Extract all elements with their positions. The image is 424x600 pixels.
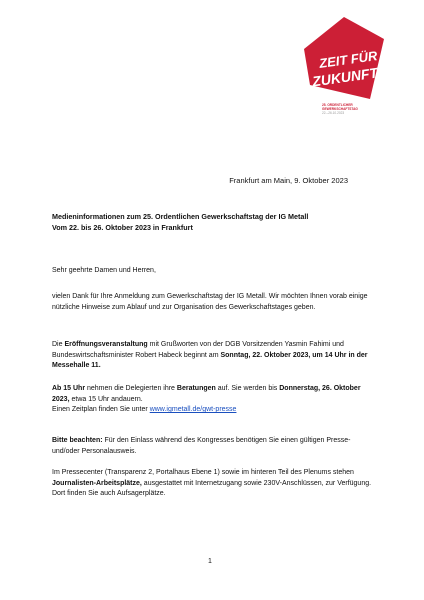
text-run: ausgestattet mit Internetzugang sowie 230V-Anschlüssen, zur Verfügung. Dort finden Sie auch Aufsagerplätze. [52,479,372,497]
bold-run: Sonntag, 22. Oktober 2023, um 14 Uhr in der Messehalle 11. [52,351,368,369]
paragraph-intro: vielen Dank für Ihre Anmeldung zum Gewerkschaftstag der IG Metall. Wir möchten Ihnen vorab einige nützliche Hinweise zum Ablauf und zur Organisation des Gewerkschaftstages geben. [52,293,368,311]
document-title [52,212,372,233]
salutation: Sehr geehrte Damen und Herren, [52,267,156,274]
logo-subline-1: 25. ORDENTLICHER [322,103,353,107]
text-run: auf. Sie werden bis [215,385,280,392]
text-run: Einen Zeitplan finden Sie unter [52,406,150,413]
text-run: Für den Einlass während des Kongresses benötigen Sie einen gültigen Presse- und/oder Personalausweis. [52,437,351,455]
logo-line-1: ZEIT FÜR [318,48,379,71]
date-line: Frankfurt am Main, 9. Oktober 2023 [229,176,348,185]
zeit-fuer-zukunft-logo [304,15,386,115]
paragraph-notice [52,436,372,457]
text-run: etwa 15 Uhr andauern. [69,395,143,403]
logo-subline-2: GEWERKSCHAFTSTAG [322,107,358,111]
logo-subline-3: 22.–26.10.2023 [322,111,345,115]
bold-run: Beratungen [176,385,216,392]
text-run: nehmen die Delegierten ihre [85,385,177,392]
bold-run: Ab 15 Uhr [52,385,86,392]
page-number: 1 [208,558,212,565]
text-run: mit Grußworten von der DGB Vorsitzenden Yasmin Fahimi und Bundeswirtschaftsminister Robert Habeck beginnt am [52,341,344,359]
paragraph-schedule [52,384,372,416]
text-run: Im Pressecenter (Transparenz 2, Portalhaus Ebene 1) sowie im hinteren Teil des Plenums stehen [52,469,354,476]
paragraph-press-center [52,468,372,500]
title-line-2: Vom 22. bis 26. Oktober 2023 in Frankfurt [52,222,193,232]
title-line-1: Medieninformationen zum 25. Ordentlichen Gewerkschaftstag der IG Metall [52,212,309,221]
bold-run: Bitte beachten: [52,437,103,444]
bold-run: Eröffnungsveranstaltung [64,341,148,348]
schedule-link[interactable]: www.igmetall.de/gwt-presse [149,406,237,413]
bold-run: Donnerstag, 26. Oktober 2023, [52,385,361,403]
text-run: Die [52,341,65,348]
logo-line-2: ZUKUNFT [311,64,379,90]
bold-run: Journalisten-Arbeitsplätze, [52,479,142,487]
paragraph-opening [52,340,372,372]
